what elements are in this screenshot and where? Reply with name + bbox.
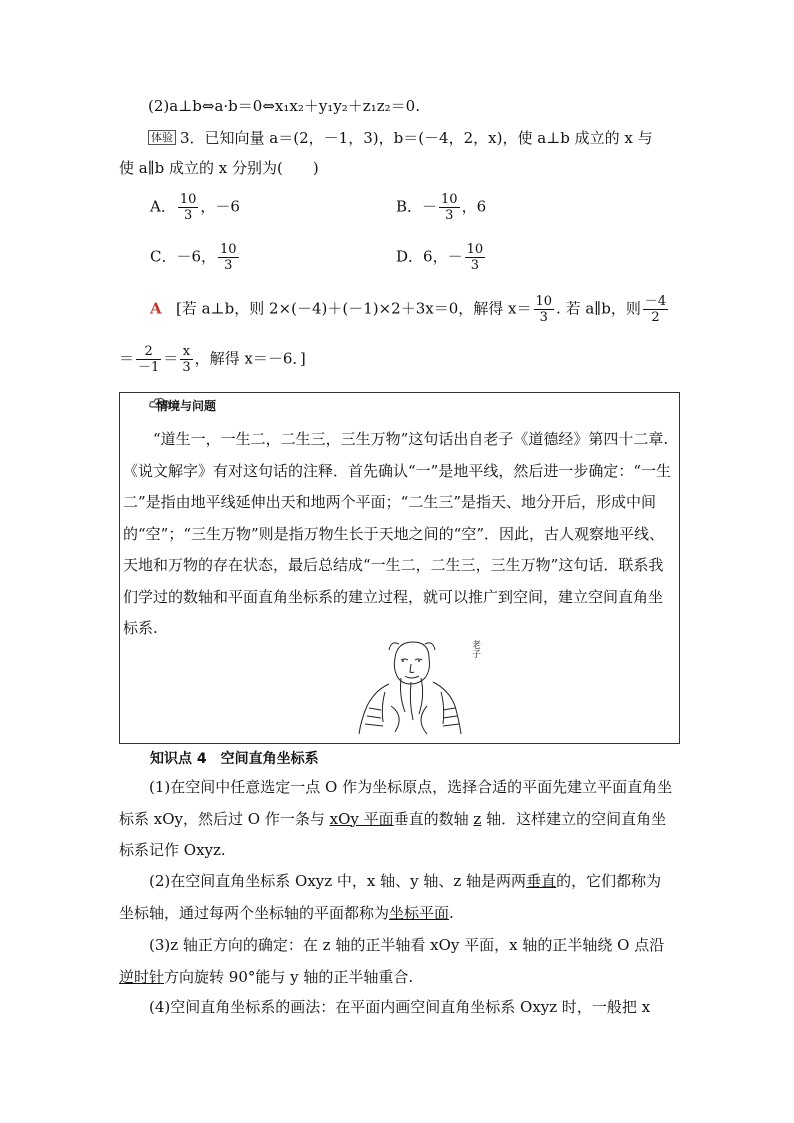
knowledge-p2: (2)在空间直角坐标系 Oxyz 中，x 轴、y 轴、z 轴是两两垂直的，它们都称为坐标轴，通过每两个坐标轴的平面都称为坐标平面. bbox=[119, 872, 662, 922]
answer-line-1: A [若 a⊥b，则 2×(－4)＋(－1)×2＋3x＝0，解得 x＝ $\frac{10}{3}$ . 若 a∥b，则 $\frac{-4}{2}$ bbox=[150, 294, 667, 325]
option-b: B．－ $\frac{10}{3}$ ，6 bbox=[396, 192, 487, 223]
knowledge-heading: 知识点 4 空间直角坐标系 bbox=[150, 751, 319, 767]
knowledge-p3: (3)z 轴正方向的确定：在 z 轴的正半轴看 xOy 平面，x 轴的正半轴绕 O 点沿逆时针方向旋转 90°能与 y 轴的正半轴重合. bbox=[119, 936, 665, 986]
answer-letter: A bbox=[150, 299, 162, 318]
equivalence-line: (2)a⊥b⇔a·b＝0⇔x₁x₂＋y₁y₂＋z₁z₂＝0. bbox=[148, 97, 420, 115]
knowledge-p1: (1)在空间中任意选定一点 O 作为坐标原点，选择合适的平面先建立平面直角坐标系 xOy，然后过 O 作一条与 xOy 平面垂直的数轴 z 轴．这样建立的空间直角坐标系记作 Oxyz. bbox=[119, 778, 673, 859]
knowledge-p4: (4)空间直角坐标系的画法：在平面内画空间直角坐标系 Oxyz 时，一般把 x bbox=[149, 998, 651, 1016]
option-a: A． $\frac{10}{3}$ ，－6 bbox=[150, 192, 240, 223]
exercise-line-2: 使 a∥b 成立的 x 分别为( ) bbox=[119, 159, 319, 177]
option-c: C．－6， $\frac{10}{3}$ bbox=[150, 242, 237, 273]
laozi-portrait bbox=[355, 636, 465, 736]
context-text: “道生一，一生二，二生三，三生万物”这句话出自老子《道德经》第四十二章.《说文解字》有对这句话的注释．首先确认“一”是地平线，然后进一步确定：“一生二”是指由地平线延伸出天和地两个平面；“二生三”是指天、地分开后，形成中间的“空”；“三生万物”则是指万物生长于天地之间的“空”．因此，古人观察地平线、天地和万物的存在状态，最后总结成“一生二，二生三，三生万物”这句话．联系我们学过的数轴和平面直角坐标系的建立过程，就可以推广到空间，建立空间直角坐标系. bbox=[123, 430, 672, 637]
context-title: 情境与问题 bbox=[156, 399, 217, 413]
exercise-line-1 bbox=[148, 128, 653, 148]
exercise-text-1: 3．已知向量 a＝(2，－1，3)，b＝(－4，2，x)，使 a⊥b 成立的 x 与 bbox=[180, 129, 653, 147]
exercise-badge: 体验 bbox=[148, 130, 176, 145]
answer-line-2: ＝ $\frac{2}{-1}$ ＝ $\frac{x}{3}$ ，解得 x＝－6．] bbox=[119, 344, 306, 375]
portrait-caption: 老子 bbox=[470, 640, 480, 658]
option-d: D．6，－ $\frac{10}{3}$ bbox=[396, 242, 484, 273]
